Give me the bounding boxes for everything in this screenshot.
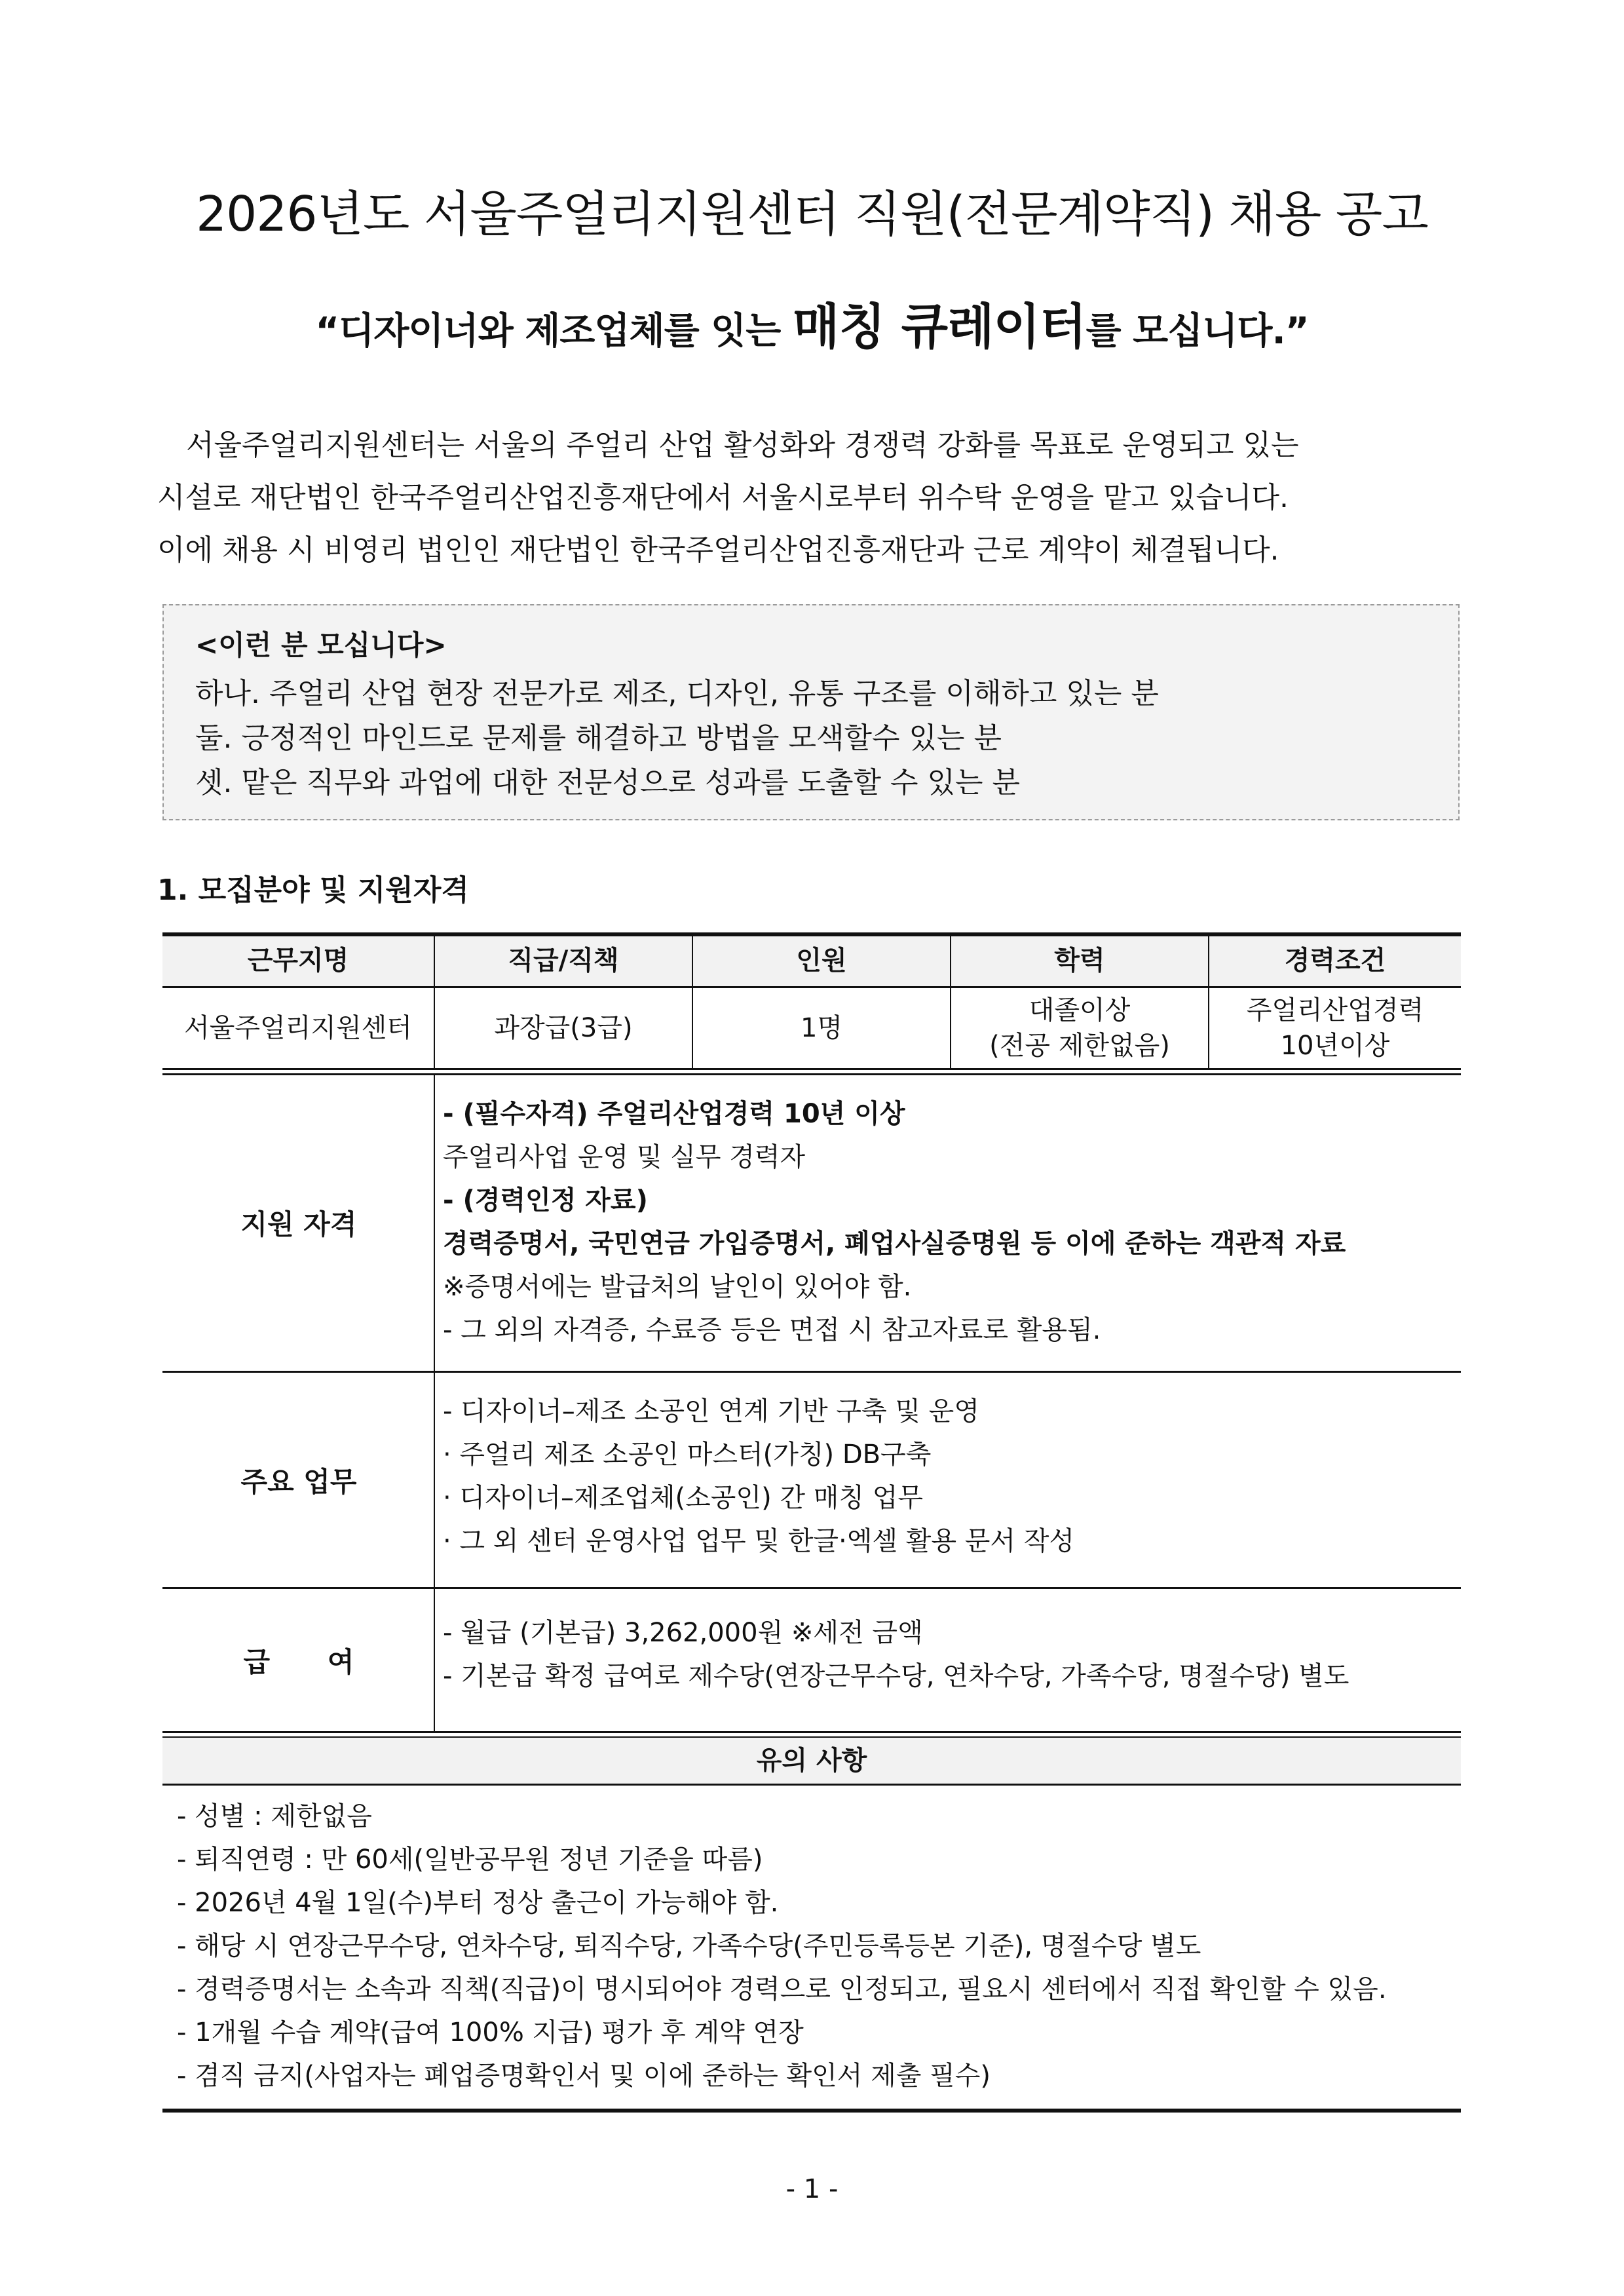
callout-item: 하나. 주얼리 산업 현장 전문가로 제조, 디자인, 유통 구조를 이해하고 있는 분	[195, 677, 1159, 710]
note-item: - 경력증명서는 소속과 직책(직급)이 명시되어야 경력으로 인정되고, 필요시 센터에서 직접 확인할 수 있음.	[177, 1974, 1387, 2004]
duties-line: · 디자이너–제조업체(소공인) 간 매칭 업무	[443, 1483, 924, 1513]
note-item: - 성별 : 제한없음	[177, 1801, 372, 1831]
table-cell-rank: 과장급(3급)	[494, 1013, 633, 1043]
intro-line: 서울주얼리지원센터는 서울의 주얼리 산업 활성화와 경쟁력 강화를 목표로 운영되고 있는	[186, 429, 1299, 462]
qualification-label: 지원 자격	[240, 1208, 357, 1240]
qualification-line: - (경력인정 자료)	[443, 1185, 648, 1215]
table-bottom-rule	[162, 2109, 1461, 2113]
note-item: - 겸직 금지(사업자는 폐업증명확인서 및 이에 준하는 확인서 제출 필수)	[177, 2061, 991, 2091]
intro-line: 이에 채용 시 비영리 법인인 재단법인 한국주얼리산업진흥재단과 근로 계약이 체결됩니다.	[157, 533, 1279, 567]
salary-label: 급 여	[243, 1645, 354, 1678]
subtitle-close-quote: ”	[1285, 310, 1309, 353]
table-header-cell: 직급/직책	[508, 946, 619, 976]
salary-line: - 월급 (기본급) 3,262,000원 ※세전 금액	[443, 1618, 923, 1648]
intro-line: 시설로 재단법인 한국주얼리산업진흥재단에서 서울시로부터 위수탁 운영을 맡고 있습니다.	[157, 481, 1289, 514]
table-header-cell: 경력조건	[1284, 946, 1386, 976]
note-item: - 퇴직연령 : 만 60세(일반공무원 정년 기준을 따름)	[177, 1845, 763, 1875]
career-line: 주얼리산업경력	[1246, 995, 1424, 1025]
note-item: - 해당 시 연장근무수당, 연차수당, 퇴직수당, 가족수당(주민등록등본 기준), 명절수당 별도	[177, 1931, 1201, 1961]
career-line: 10년이상	[1280, 1031, 1390, 1061]
notes-title: 유의 사항	[756, 1746, 867, 1776]
table-header-cell: 근무지명	[247, 946, 349, 976]
education-line: 대졸이상	[1029, 995, 1131, 1025]
education-line: (전공 제한없음)	[989, 1031, 1170, 1061]
callout-item: 둘. 긍정적인 마인드로 문제를 해결하고 방법을 모색할수 있는 분	[195, 721, 1002, 755]
salary-line: - 기본급 확정 급여로 제수당(연장근무수당, 연차수당, 가족수당, 명절수당) 별도	[443, 1661, 1350, 1691]
duties-label: 주요 업무	[240, 1465, 357, 1498]
callout-item: 셋. 맡은 직무와 과업에 대한 전문성으로 성과를 도출할 수 있는 분	[195, 766, 1020, 799]
qualification-line: ※증명서에는 발급처의 날인이 있어야 함.	[443, 1272, 912, 1302]
page-number: - 1 -	[785, 2174, 839, 2204]
section-title: 1. 모집분야 및 지원자격	[157, 873, 469, 907]
duties-line: - 디자이너–제조 소공인 연계 기반 구축 및 운영	[443, 1396, 979, 1426]
subtitle-open-quote: “	[315, 310, 339, 353]
qualification-line: 경력증명서, 국민연금 가입증명서, 폐업사실증명원 등 이에 준하는 객관적 자료	[443, 1229, 1346, 1259]
callout-title: <이런 분 모십니다>	[195, 629, 447, 661]
table-cell-location: 서울주얼리지원센터	[184, 1013, 412, 1043]
subtitle-highlight: 매칭 큐레이터	[792, 299, 1086, 355]
table-cell-career	[1209, 988, 1461, 1068]
subtitle-part1: 디자이너와 제조업체를 잇는	[339, 310, 793, 353]
table-header-cell: 학력	[1054, 946, 1105, 976]
page-subtitle	[0, 288, 1624, 358]
intro-paragraph	[157, 419, 1474, 577]
page-title: 2026년도 서울주얼리지원센터 직원(전문계약직) 채용 공고	[196, 186, 1428, 242]
table-header-cell: 인원	[796, 946, 847, 976]
subtitle-part2: 를 모십니다.	[1086, 310, 1285, 353]
table-rule	[162, 1731, 1461, 1733]
duties-line: · 그 외 센터 운영사업 업무 및 한글·엑셀 활용 문서 작성	[443, 1526, 1075, 1556]
note-item: - 1개월 수습 계약(급여 100% 지급) 평가 후 계약 연장	[177, 2018, 804, 2048]
qualification-line: 주얼리사업 운영 및 실무 경력자	[443, 1142, 806, 1172]
callout-box	[162, 604, 1460, 820]
table-cell-count: 1명	[800, 1013, 843, 1043]
table-rule	[162, 1068, 1461, 1070]
qualification-line: - 그 외의 자격증, 수료증 등은 면접 시 참고자료로 활용됨.	[443, 1315, 1101, 1345]
table-rule	[162, 1784, 1461, 1786]
duties-line: · 주얼리 제조 소공인 마스터(가칭) DB구축	[443, 1440, 932, 1470]
qualification-line: - (필수자격) 주얼리산업경력 10년 이상	[443, 1099, 905, 1129]
table-cell-education	[951, 988, 1208, 1068]
note-item: - 2026년 4월 1일(수)부터 정상 출근이 가능해야 함.	[177, 1888, 779, 1918]
